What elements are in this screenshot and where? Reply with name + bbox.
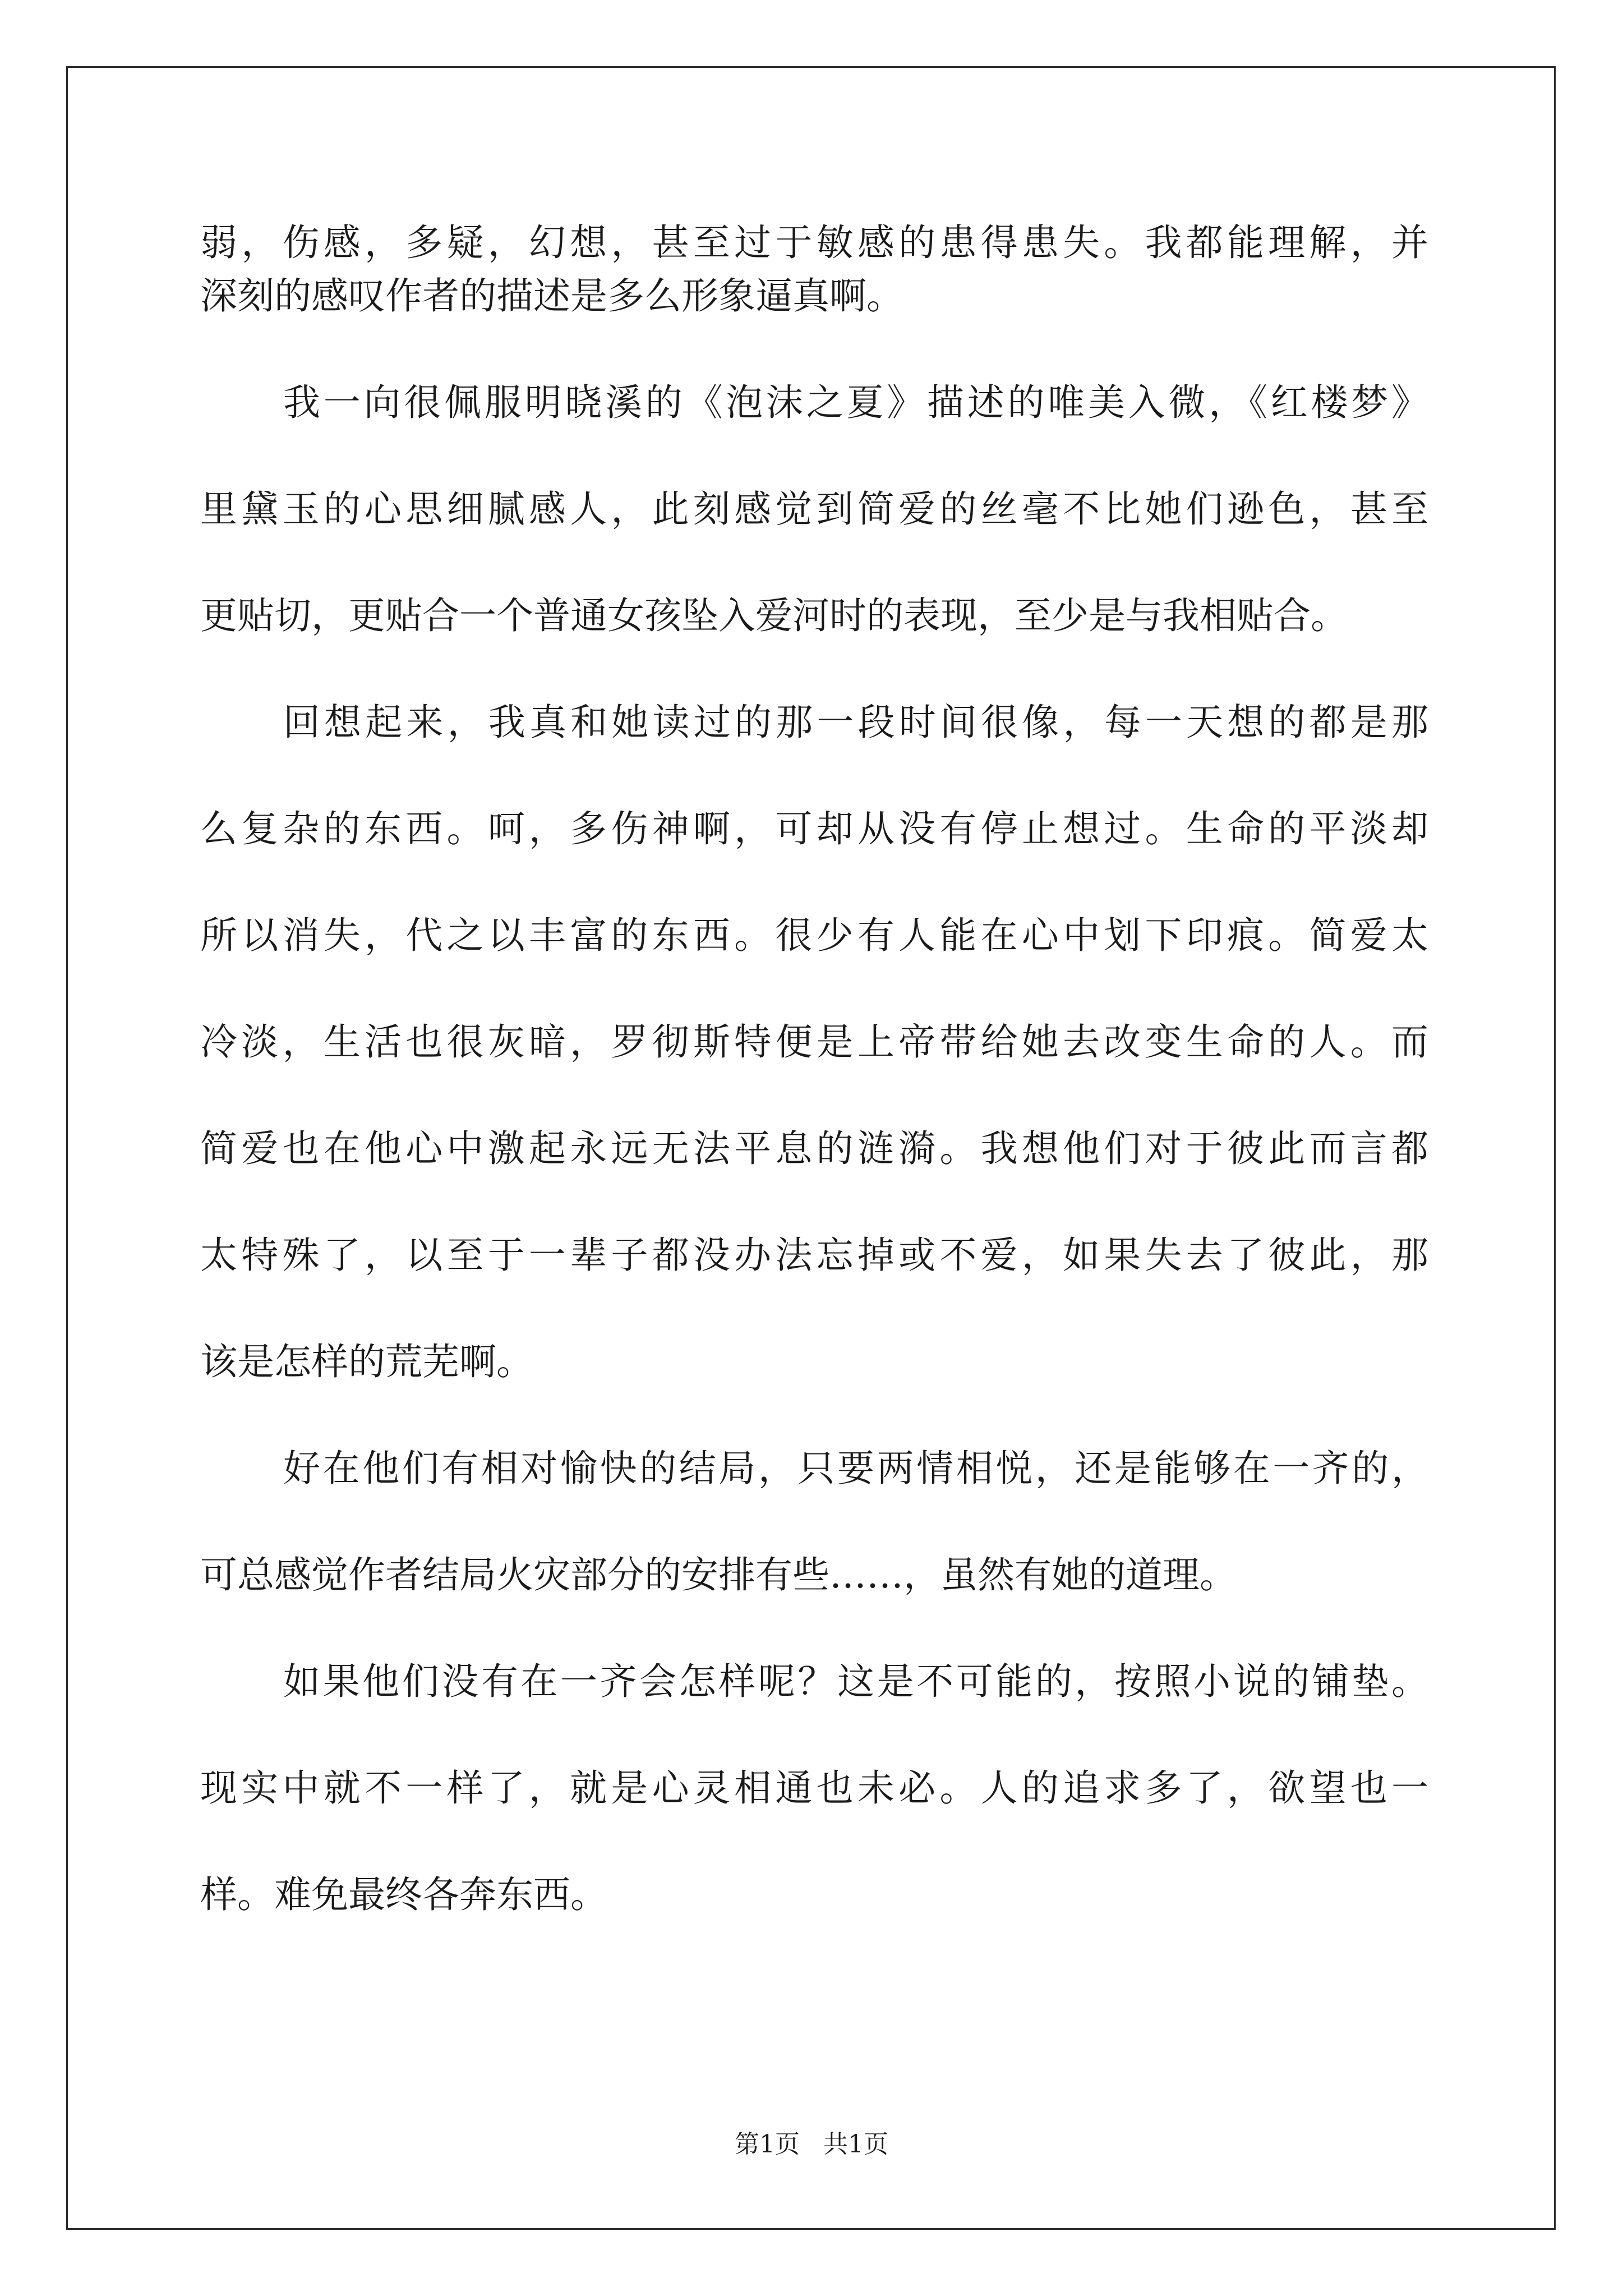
text-line: 好在他们有相对愉快的结局，只要两情相悦，还是能够在一齐的， [283, 1447, 1428, 1490]
text-line: 里黛玉的心思细腻感人，此刻感觉到简爱的丝毫不比她们逊色，甚至 [200, 487, 1428, 531]
text-line: 所以消失，代之以丰富的东西。很少有人能在心中划下印痕。简爱太 [200, 914, 1428, 957]
paragraph-1 [200, 216, 1428, 323]
text-line: 冷淡，生活也很灰暗，罗彻斯特便是上帝带给她去改变生命的人。而 [200, 1020, 1428, 1064]
text-line: 么复杂的东西。呵，多伤神啊，可却从没有停止想过。生命的平淡却 [200, 807, 1428, 850]
text-line: 弱，伤感，多疑，幻想，甚至过于敏感的患得患失。我都能理解，并 [200, 221, 1428, 264]
page-total: 共1页 [823, 2130, 888, 2159]
paragraph-3 [200, 696, 1428, 1388]
document-body [200, 216, 1428, 1921]
text-line: 太特殊了，以至于一辈子都没办法忘掉或不爱，如果失去了彼此，那 [200, 1234, 1428, 1277]
paragraph-4 [200, 1442, 1428, 1602]
page-footer [0, 2128, 1623, 2161]
text-line: 我一向很佩服明晓溪的《泡沫之夏》描述的唯美入微，《红楼梦》 [283, 381, 1428, 424]
text-line: 如果他们没有在一齐会怎样呢？这是不可能的，按照小说的铺垫。 [283, 1660, 1428, 1703]
text-line: 可总感觉作者结局火灾部分的安排有些……，虽然有她的道理。 [200, 1553, 1237, 1596]
text-line: 更贴切，更贴合一个普通女孩坠入爱河时的表现，至少是与我相贴合。 [200, 594, 1348, 637]
paragraph-5 [200, 1655, 1428, 1921]
text-line: 现实中就不一样了，就是心灵相通也未必。人的追求多了，欲望也一 [200, 1766, 1428, 1810]
text-line: 该是怎样的荒芜啊。 [200, 1340, 533, 1383]
text-line: 样。难免最终各奔东西。 [200, 1873, 607, 1916]
text-line: 回想起来，我真和她读过的那一段时间很像，每一天想的都是那 [283, 701, 1428, 744]
text-line: 简爱也在他心中激起永远无法平息的涟漪。我想他们对于彼此而言都 [200, 1127, 1428, 1170]
paragraph-2 [200, 376, 1428, 642]
text-line: 深刻的感叹作者的描述是多么形象逼真啊。 [200, 274, 903, 318]
page-number: 第1页 [735, 2130, 800, 2159]
